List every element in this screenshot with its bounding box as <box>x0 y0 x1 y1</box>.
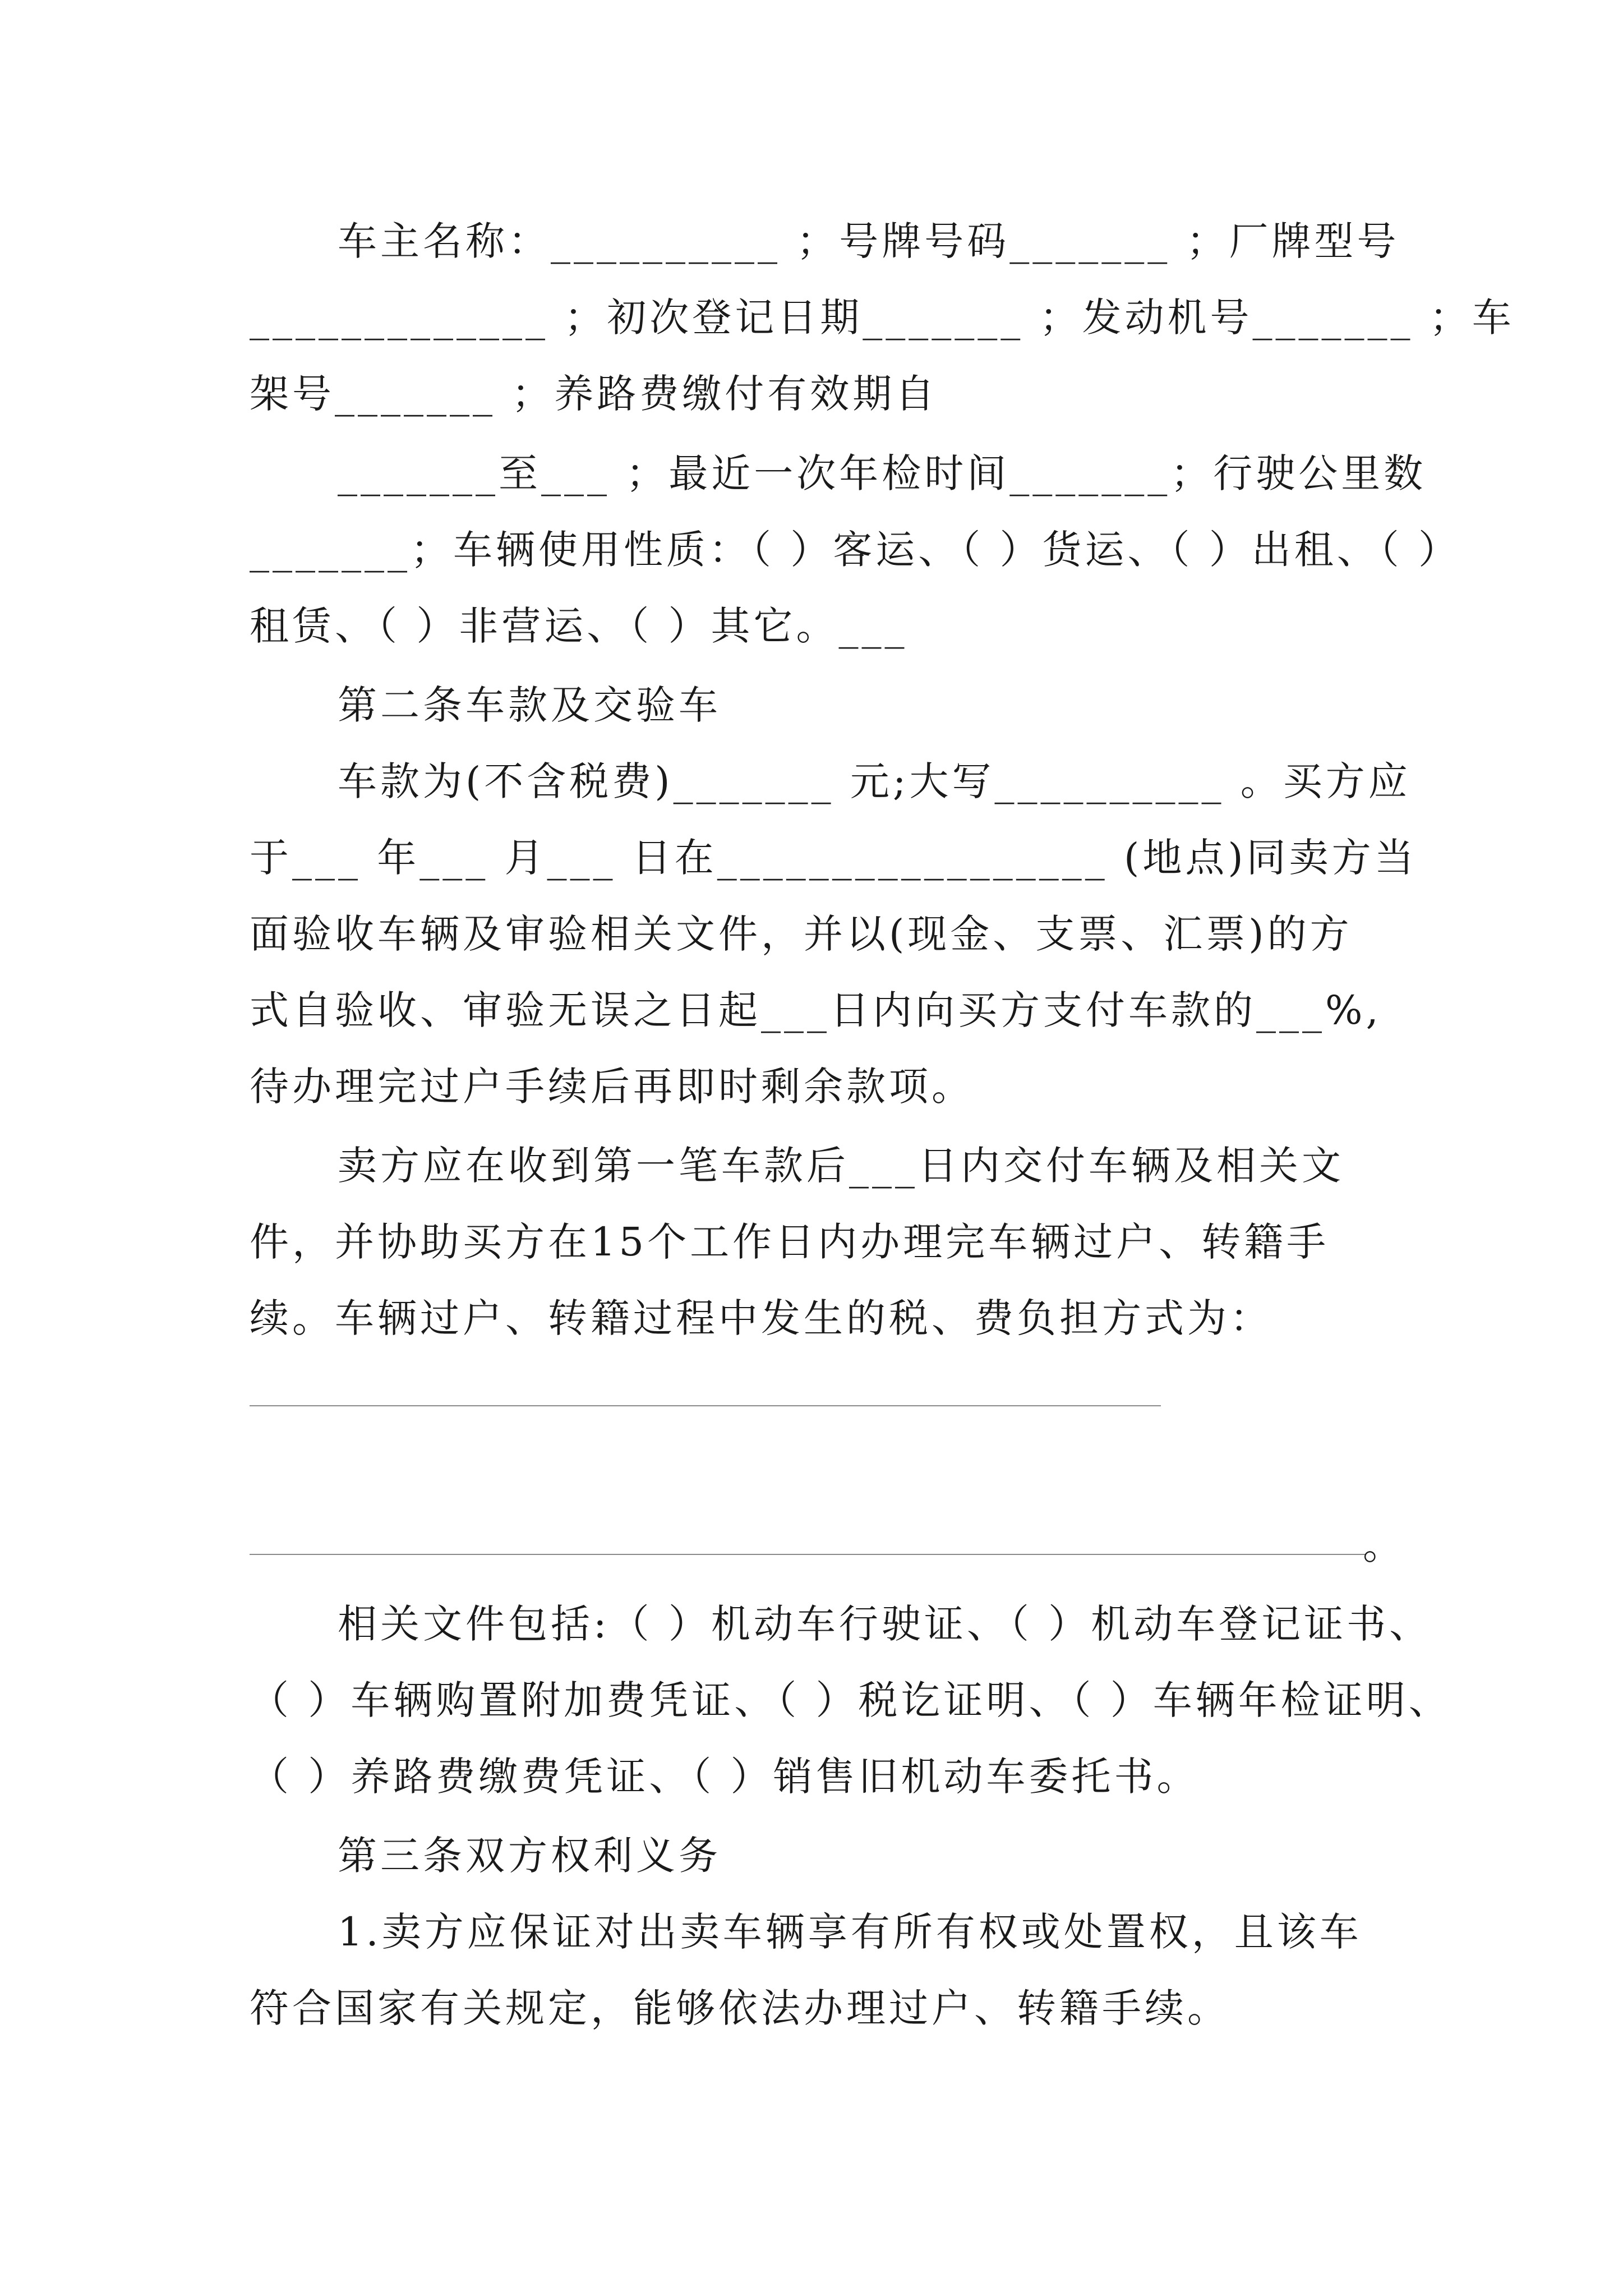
blank-fill-line-1 <box>250 1405 1161 1406</box>
text-line-usage-type: _______；车辆使用性质：（ ）客运、（ ）货运、（ ）出租、（ ） <box>250 527 1461 573</box>
text-line-frame-number: 架号_______ ；养路费缴付有效期自 <box>250 371 938 417</box>
text-line-clause-1: 1.卖方应保证对出卖车辆享有所有权或处置权，且该车 <box>338 1909 1362 1955</box>
blank-fill-line-2 <box>250 1554 1366 1555</box>
text-line-date-place: 于___ 年___ 月___ 日在_________________ (地点)同卖方当 <box>250 835 1417 881</box>
text-line-fees: 续。车辆过户、转籍过程中发生的税、费负担方式为： <box>250 1295 1272 1341</box>
text-line-documents: 相关文件包括:（ ）机动车行驶证、（ ）机动车登记证书、 <box>338 1601 1432 1647</box>
text-line-delivery: 卖方应在收到第一笔车款后___日内交付车辆及相关文 <box>338 1143 1344 1189</box>
section-heading-3: 第三条双方权利义务 <box>338 1833 721 1879</box>
text-line-payment-days: 式自验收、审验无误之日起___日内向买方支付车款的___%, <box>250 987 1382 1033</box>
text-line-clause-1-cont: 符合国家有关规定，能够依法办理过户、转籍手续。 <box>250 1985 1230 2031</box>
blank-line-end-mark: 。 <box>1363 1522 1402 1568</box>
text-line-price: 车款为(不含税费)_______ 元;大写__________ 。买方应 <box>338 758 1411 804</box>
text-line-payment-method: 面验收车辆及审验相关文件，并以(现金、支票、汇票)的方 <box>250 911 1353 957</box>
text-line-registration-date: _____________ ；初次登记日期_______ ；发动机号_______ ；车 <box>250 295 1515 341</box>
text-line-owner-name: 车主名称：__________ ；号牌号码_______ ；厂牌型号 <box>338 218 1400 264</box>
text-line-transfer: 件，并协助买方在15个工作日内办理完车辆过户、转籍手 <box>250 1219 1330 1265</box>
section-heading-2: 第二条车款及交验车 <box>338 682 721 728</box>
text-line-documents-cont: （ ）车辆购置附加费凭证、（ ）税讫证明、（ ）车辆年检证明、 <box>250 1677 1451 1723</box>
text-line-documents-end: （ ）养路费缴费凭证、（ ）销售旧机动车委托书。 <box>250 1754 1200 1800</box>
text-line-inspection: _______至___ ；最近一次年检时间_______；行驶公里数 <box>338 450 1427 496</box>
text-line-usage-type-cont: 租赁、（ ）非营运、（ ）其它。___ <box>250 603 908 649</box>
text-line-balance: 待办理完过户手续后再即时剩余款项。 <box>250 1064 974 1110</box>
